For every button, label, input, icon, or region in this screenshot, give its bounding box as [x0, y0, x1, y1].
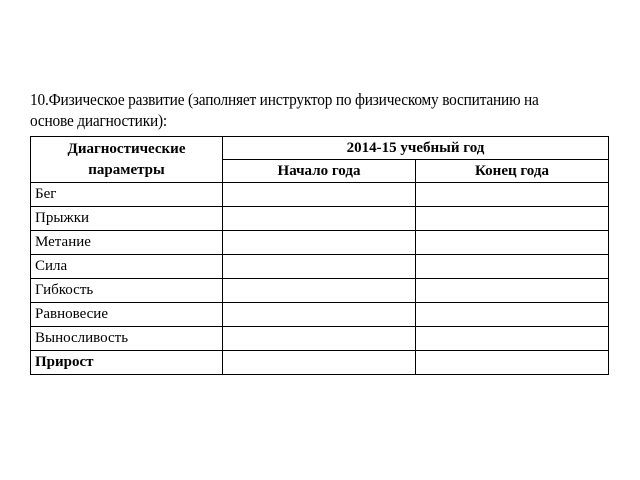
cell-end[interactable]	[416, 183, 609, 207]
cell-end[interactable]	[416, 207, 609, 231]
column-header-start-of-year: Начало года	[223, 160, 416, 183]
table-row	[31, 303, 609, 327]
row-label-throwing: Метание	[31, 231, 223, 255]
row-label-strength: Сила	[31, 255, 223, 279]
cell-start[interactable]	[223, 183, 416, 207]
table-row	[31, 327, 609, 351]
cell-end[interactable]	[416, 351, 609, 375]
cell-end[interactable]	[416, 303, 609, 327]
column-header-school-year: 2014-15 учебный год	[223, 137, 609, 160]
cell-end[interactable]	[416, 327, 609, 351]
table-row	[31, 279, 609, 303]
section-heading-line-1: 10.Физическое развитие (заполняет инструктор по физическому воспитанию на	[30, 90, 539, 109]
table-row	[31, 255, 609, 279]
cell-start[interactable]	[223, 279, 416, 303]
table-row	[31, 231, 609, 255]
section-heading-line-2: основе диагностики):	[30, 111, 168, 130]
table-row	[31, 207, 609, 231]
cell-start[interactable]	[223, 303, 416, 327]
cell-end[interactable]	[416, 279, 609, 303]
row-label-jumps: Прыжки	[31, 207, 223, 231]
cell-start[interactable]	[223, 207, 416, 231]
cell-start[interactable]	[223, 231, 416, 255]
column-header-parameters-line-2: параметры	[88, 161, 165, 178]
diagnostics-table	[30, 136, 609, 375]
cell-start[interactable]	[223, 351, 416, 375]
row-label-balance: Равновесие	[31, 303, 223, 327]
column-header-end-of-year: Конец года	[416, 160, 609, 183]
table-header-row	[31, 137, 609, 160]
row-label-endurance: Выносливость	[31, 327, 223, 351]
section-heading	[30, 89, 569, 131]
column-header-parameters-line-1: Диагностические	[67, 140, 186, 157]
column-header-parameters	[31, 137, 223, 183]
row-label-flexibility: Гибкость	[31, 279, 223, 303]
cell-start[interactable]	[223, 255, 416, 279]
table-row	[31, 183, 609, 207]
cell-start[interactable]	[223, 327, 416, 351]
row-label-growth: Прирост	[31, 351, 223, 375]
row-label-run: Бег	[31, 183, 223, 207]
cell-end[interactable]	[416, 255, 609, 279]
cell-end[interactable]	[416, 231, 609, 255]
table-row	[31, 351, 609, 375]
